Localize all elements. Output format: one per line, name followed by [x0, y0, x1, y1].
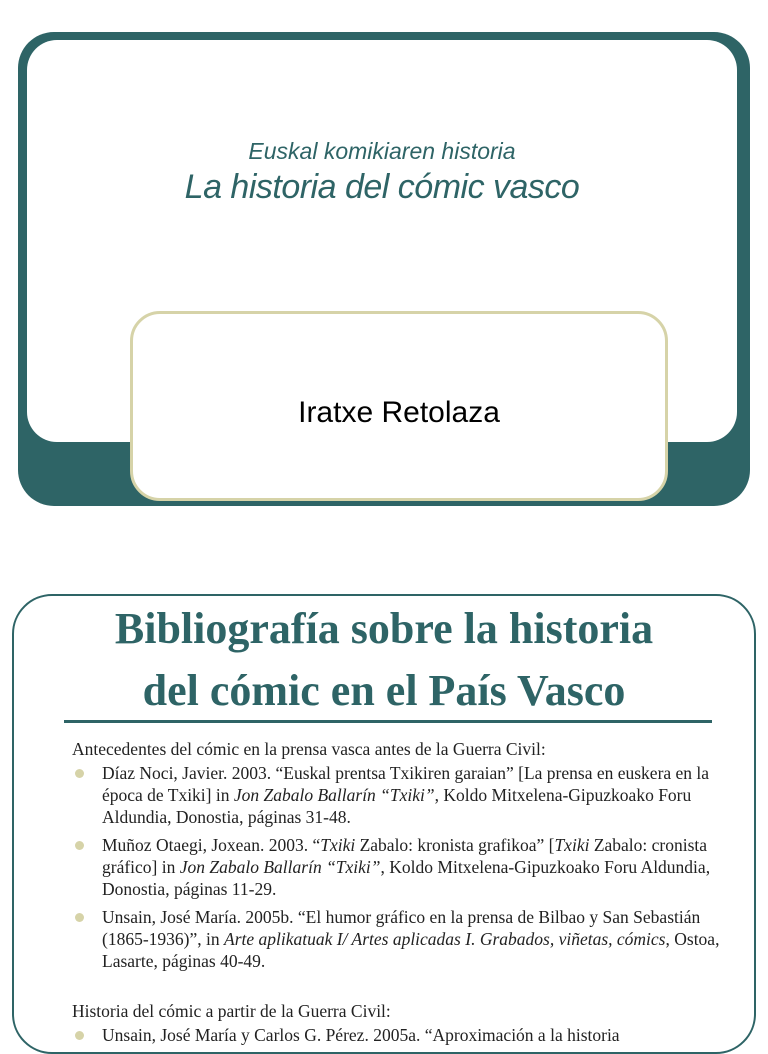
bibliography-item	[72, 1024, 722, 1046]
citation-work-title: Jon Zabalo Ballarín “Txiki”	[179, 857, 381, 877]
bibliography-title-line-2: del cómic en el País Vasco	[142, 666, 626, 715]
bibliography-list	[72, 762, 722, 972]
citation-text: Unsain, José María. 2005b. “El humor gráfico en la prensa de Bilbao y San Sebastián (1865-1936)”, in	[102, 907, 701, 949]
bibliography-list-2	[72, 1024, 722, 1046]
citation-text: Muñoz Otaegi, Joxean. 2003. “	[102, 835, 321, 855]
citation-work-title: Arte aplikatuak I/ Artes aplicadas I. Grabados, viñetas, cómics	[224, 929, 666, 949]
citation-text: Zabalo: kronista grafikoa” [	[355, 835, 555, 855]
bullet-icon	[75, 769, 84, 778]
bullet-icon	[75, 1031, 84, 1040]
bibliography-title-line-1: Bibliografía sobre la historia	[114, 604, 654, 653]
bibliography-item	[72, 762, 722, 828]
author-box	[130, 311, 668, 501]
citation-text: Díaz Noci, Javier. 2003. “Euskal prentsa Txikiren garaian” [La prensa en euskera en la época de Txiki] in	[102, 763, 710, 805]
citation-work-title: Jon Zabalo Ballarín “Txiki”	[233, 785, 435, 805]
citation-text: , Koldo Mitxelena-Gipuzkoako Foru Aldundia, Donostia, páginas 31-48.	[102, 785, 692, 827]
citation-text: Unsain, José María y Carlos G. Pérez. 2005a. “Aproximación a la historia	[102, 1025, 620, 1045]
bullet-icon	[75, 913, 84, 922]
bibliography-body	[72, 738, 722, 1052]
slide-title: La historia del cómic vasco	[184, 168, 580, 206]
citation-italic: Txiki	[320, 835, 356, 855]
title-divider	[64, 720, 712, 723]
bibliography-item	[72, 906, 722, 972]
section-spacer	[72, 978, 722, 1000]
author-name: Iratxe Retolaza	[298, 396, 500, 429]
citation-text: Zabalo: cronista gráfico] in	[102, 835, 708, 877]
citation-text: , Koldo Mitxelena-Gipuzkoako Foru Aldundia, Donostia, páginas 11-29.	[102, 857, 711, 899]
section-heading-guerra-civil: Historia del cómic a partir de la Guerra Civil:	[72, 1001, 391, 1021]
slide-subtitle: Euskal komikiaren historia	[248, 138, 516, 164]
section-heading-antecedentes: Antecedentes del cómic en la prensa vasca antes de la Guerra Civil:	[72, 739, 546, 759]
citation-text: , Ostoa, Lasarte, páginas 40-49.	[102, 929, 720, 971]
bibliography-item	[72, 834, 722, 900]
bibliography-title	[14, 598, 754, 722]
bullet-icon	[75, 841, 84, 850]
bibliography-slide	[12, 594, 756, 1054]
title-slide	[18, 32, 750, 506]
citation-italic: Txiki	[554, 835, 590, 855]
